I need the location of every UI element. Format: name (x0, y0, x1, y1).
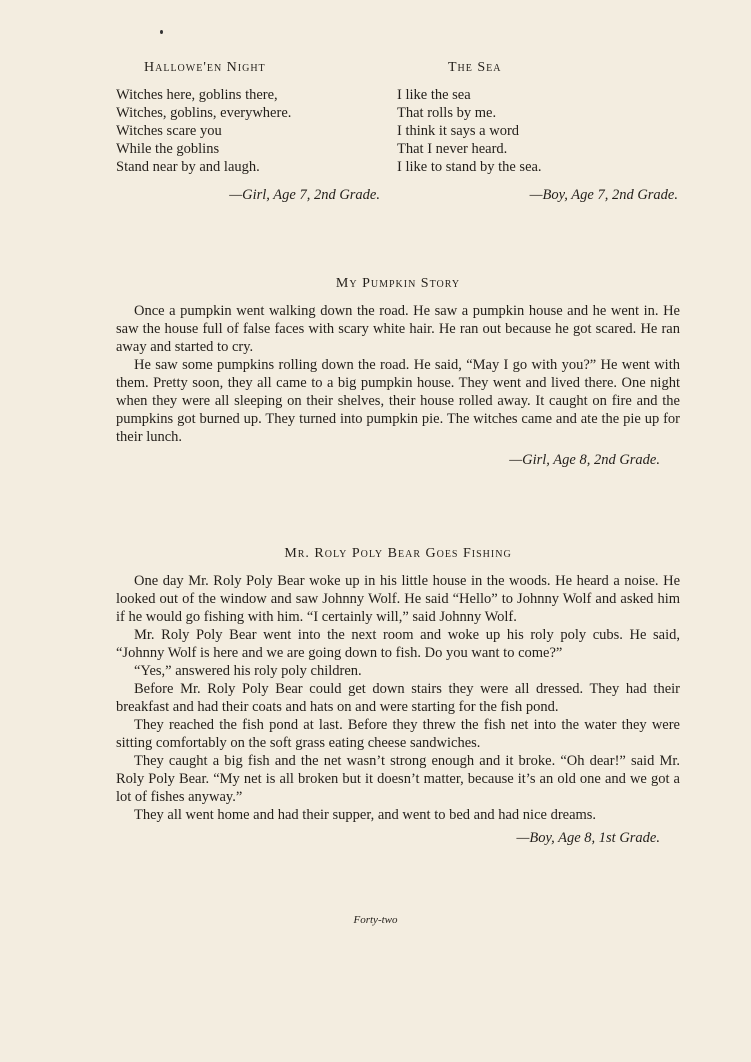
story-paragraph: “Yes,” answered his roly poly children. (134, 663, 362, 679)
story-title: Mr. Roly Poly Bear Goes Fishing (284, 546, 512, 561)
verse-line: Witches, goblins, everywhere. (116, 105, 292, 121)
story-attribution: —Boy, Age 8, 1st Grade. (516, 830, 660, 846)
verse-line: Stand near by and laugh. (116, 159, 260, 175)
poem-verse (116, 86, 396, 176)
poem-the-sea (397, 60, 687, 204)
story-my-pumpkin-story (116, 276, 680, 469)
verse-line: Witches scare you (116, 123, 222, 139)
poem-attribution: —Boy, Age 7, 2nd Grade. (529, 187, 678, 203)
poem-halloween-night (116, 60, 396, 204)
story-paragraph: He saw some pumpkins rolling down the road. He said, “May I go with you?” He went with them. Pretty soon, they all came to a big pumpkin house. They went and lived there. One night when they were all sleeping on their shelves, their house rolled away. It caught on fire and the pumpkins got burned up. They turned into pumpkin pie. The witches came and ate the pie up for their lunch. (116, 357, 680, 445)
poem-title: The Sea (448, 60, 502, 75)
story-paragraph: They reached the fish pond at last. Before they threw the fish net into the water they were sitting comfortably on the soft grass eating cheese sandwiches. (116, 717, 680, 751)
poem-verse (397, 86, 687, 176)
verse-line: I like the sea (397, 87, 471, 103)
story-attribution: —Girl, Age 8, 2nd Grade. (509, 452, 660, 468)
verse-line: That I never heard. (397, 141, 508, 157)
story-paragraph: One day Mr. Roly Poly Bear woke up in his little house in the woods. He heard a noise. He looked out of the window and saw Johnny Wolf. He said “Hello” to Johnny Wolf and asked him if he would go fishing with him. “I certainly will,” said Johnny Wolf. (116, 573, 680, 625)
verse-line: I think it says a word (397, 123, 520, 139)
poem-title: Hallowe'en Night (144, 60, 266, 75)
story-roly-poly-bear (116, 546, 680, 847)
story-paragraph: Mr. Roly Poly Bear went into the next room and woke up his roly poly cubs. He said, “Johnny Wolf is here and we are going down to fish. Do you want to come?” (116, 627, 680, 661)
story-title: My Pumpkin Story (335, 276, 461, 291)
story-paragraph: Once a pumpkin went walking down the road. He saw a pumpkin house and he went in. He saw the house full of false faces with scary white hair. He ran out because he got scared. He ran away and started to cry. (116, 303, 680, 355)
story-paragraph: They caught a big fish and the net wasn’t strong enough and it broke. “Oh dear!” said Mr. Roly Poly Bear. “My net is all broken but it doesn’t matter, because it’s an old one and we got a lot of fishes anyway.” (116, 753, 680, 805)
verse-line: While the goblins (116, 141, 220, 157)
poem-attribution: —Girl, Age 7, 2nd Grade. (229, 187, 380, 203)
verse-line: I like to stand by the sea. (397, 159, 542, 175)
verse-line: Witches here, goblins there, (116, 87, 278, 103)
story-paragraph: They all went home and had their supper, and went to bed and had nice dreams. (134, 807, 597, 823)
ink-speck (160, 30, 163, 34)
verse-line: That rolls by me. (397, 105, 497, 121)
page-number: Forty-two (353, 914, 398, 926)
story-paragraph: Before Mr. Roly Poly Bear could get down stairs they were all dressed. They had their breakfast and had their coats and hats on and were starting for the fish pond. (116, 681, 680, 715)
